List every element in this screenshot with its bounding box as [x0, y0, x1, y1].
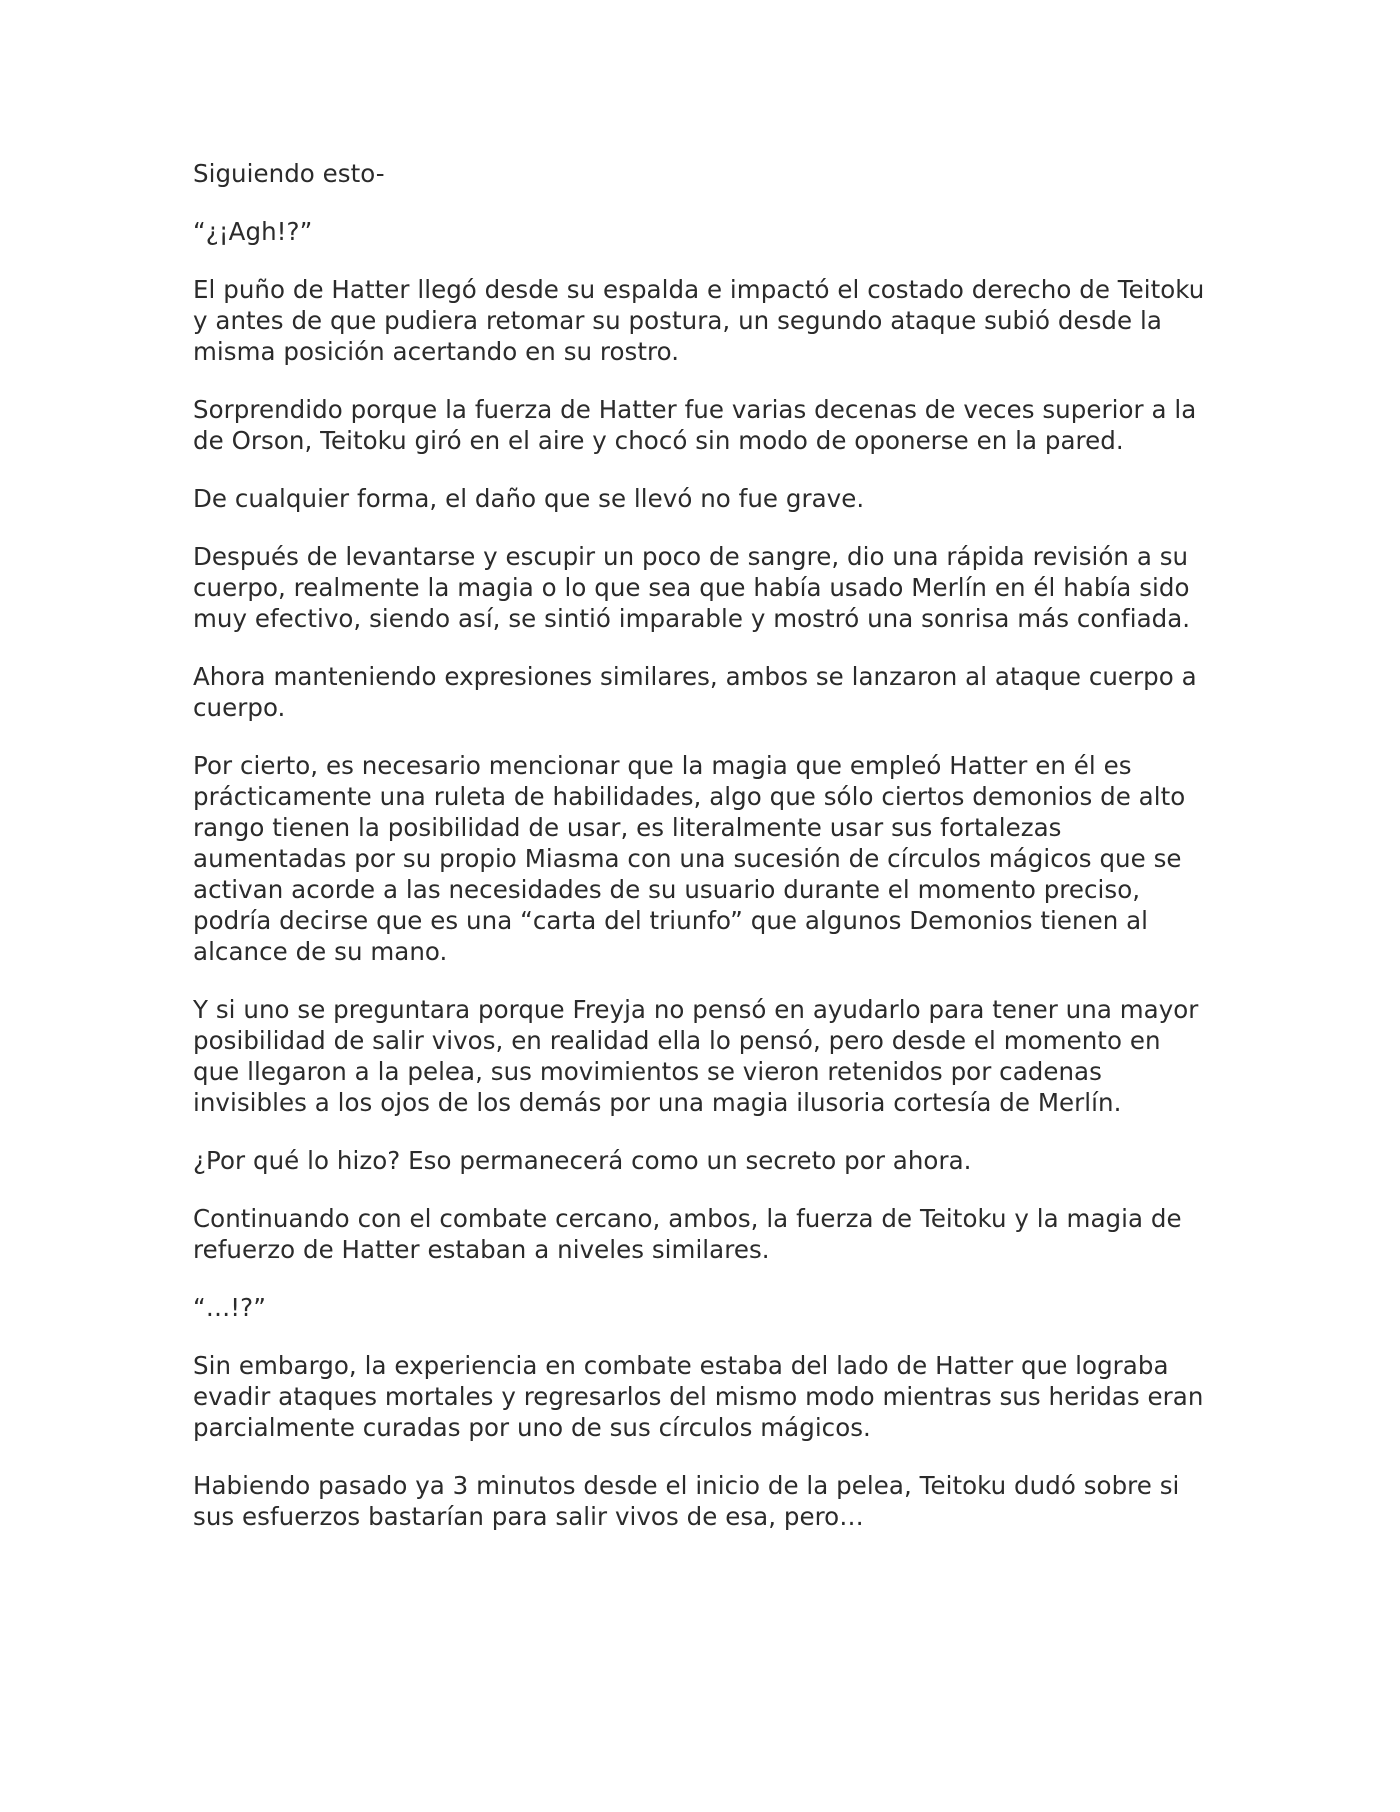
paragraph-2: “¿¡Agh!?” — [193, 217, 313, 246]
paragraph-11: Continuando con el combate cercano, ambos, la fuerza de Teitoku y la magia de refuerzo de Hatter estaban a niveles similares. — [193, 1204, 1182, 1264]
paragraph-1: Siguiendo esto- — [193, 159, 385, 188]
document-page — [193, 158, 1213, 1559]
paragraph-9: Y si uno se preguntara porque Freyja no pensó en ayudarlo para tener una mayor posibilidad de salir vivos, en realidad ella lo pensó, pero desde el momento en que llegaron a la pelea, sus movimientos se vieron retenidos por cadenas invisibles a los ojos de los demás por una magia ilusoria cortesía de Merlín. — [193, 995, 1199, 1117]
paragraph-6: Después de levantarse y escupir un poco de sangre, dio una rápida revisión a su cuerpo, realmente la magia o lo que sea que había usado Merlín en él había sido muy efectivo, siendo así, se sintió imparable y mostró una sonrisa más confiada. — [193, 542, 1191, 633]
paragraph-13: Sin embargo, la experiencia en combate estaba del lado de Hatter que lograba evadir ataques mortales y regresarlos del mismo modo mientras sus heridas eran parcialmente curadas por uno de sus círculos mágicos. — [193, 1351, 1204, 1442]
paragraph-12: “…!?” — [193, 1293, 266, 1322]
paragraph-8: Por cierto, es necesario mencionar que la magia que empleó Hatter en él es prácticamente una ruleta de habilidades, algo que sólo ciertos demonios de alto rango tienen la posibilidad de usar, es literalmente usar sus fortalezas aumentadas por su propio Miasma con una sucesión de círculos mágicos que se activan acorde a las necesidades de su usuario durante el momento preciso, podría decirse que es una “carta del triunfo” que algunos Demonios tienen al alcance de su mano. — [193, 751, 1186, 966]
paragraph-3: El puño de Hatter llegó desde su espalda e impactó el costado derecho de Teitoku y antes de que pudiera retomar su postura, un segundo ataque subió desde la misma posición acertando en su rostro. — [193, 275, 1205, 366]
paragraph-5: De cualquier forma, el daño que se llevó no fue grave. — [193, 484, 865, 513]
paragraph-14: Habiendo pasado ya 3 minutos desde el inicio de la pelea, Teitoku dudó sobre si sus esfuerzos bastarían para salir vivos de esa, pero… — [193, 1471, 1180, 1531]
paragraph-10: ¿Por qué lo hizo? Eso permanecerá como un secreto por ahora. — [193, 1146, 972, 1175]
paragraph-7: Ahora manteniendo expresiones similares, ambos se lanzaron al ataque cuerpo a cuerpo. — [193, 662, 1197, 722]
paragraph-4: Sorprendido porque la fuerza de Hatter fue varias decenas de veces superior a la de Orson, Teitoku giró en el aire y chocó sin modo de oponerse en la pared. — [193, 395, 1197, 455]
